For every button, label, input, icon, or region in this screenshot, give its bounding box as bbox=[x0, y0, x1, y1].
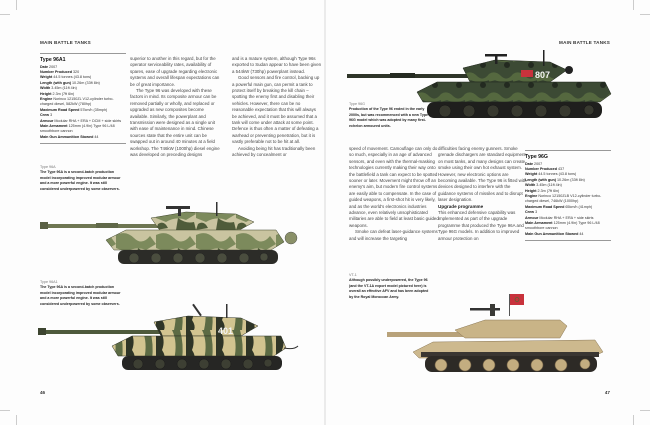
tank-illustration-vt-1 bbox=[385, 290, 635, 380]
spec-row: Length (with gun) 10.26m (33ft 8in) bbox=[525, 177, 585, 182]
spec-row: Main Gun Ammunition Stowed 44 bbox=[525, 231, 584, 236]
spec-row: Main Armament 125mm (4.9in) Type 96 L/48 smoothbore cannon bbox=[40, 123, 115, 134]
spec-row: Weight 44.5 tonnes (43.8 tons) bbox=[40, 75, 92, 80]
caption-label: VT-1 bbox=[349, 273, 357, 277]
caption-label: Type 96A1 bbox=[40, 280, 58, 284]
caption-label: Type 96A bbox=[40, 165, 56, 169]
page-number-left: 46 bbox=[40, 390, 46, 395]
spec-row: Width 3.45m (11ft 4in) bbox=[40, 86, 77, 91]
tank-illustration-type-96a1 bbox=[36, 300, 311, 380]
spec-row: Maximum Road Speed 57km/h (35mph) bbox=[40, 107, 108, 112]
caption-type-96g bbox=[349, 102, 433, 129]
spec-title: Type 96G bbox=[525, 154, 548, 160]
crop-mark bbox=[0, 14, 10, 15]
spec-title: Type 96A1 bbox=[40, 57, 66, 63]
body-column-1 bbox=[130, 56, 220, 159]
spec-row: Main Armament 125mm (4.9in) Type 96 L/48 smoothbore cannon bbox=[525, 220, 600, 231]
paragraph: and is a mature system, although Type 96s exported to Sudan appear to have been given a 544kW (730hp) powerplant instead. bbox=[232, 56, 322, 74]
caption-text: Production of the Type 96 ended in the early 2000s, but was recommenced with a new Type 96G model which was adopted by many first-echelon armoured units. bbox=[349, 107, 429, 128]
running-head-left: MAIN BATTLE TANKS bbox=[40, 40, 91, 45]
red-insignia bbox=[521, 70, 533, 77]
paragraph: superior to another in this regard, but for the operator serviceability rates, availability of spares, ease of upgrade regarding electronic systems and overall lifespan expectations can be of great importance. bbox=[130, 56, 220, 87]
spec-row: Height 2.3m (7ft 6in) bbox=[525, 188, 560, 193]
crop-mark bbox=[633, 0, 634, 10]
crop-mark bbox=[0, 410, 10, 411]
spec-row: Number Produced 437 bbox=[525, 166, 565, 171]
running-head-right: MAIN BATTLE TANKS bbox=[559, 40, 610, 45]
paragraph: The Type 96 was developed with these factors in mind. Its composite armour can be removed partially or wholly, and replaced or upgraded as new composites become available. Similarly, the powerplant and transmission were designed as a single unit with ease of maintenance in mind. Chinese sources state that the entire unit can be swapped out in around 40 minutes at a field workshop. The T46kW (1000hp) diesel engine was developed on preceding designs bbox=[130, 88, 220, 158]
spec-row: Width 3.45m (11ft 4in) bbox=[525, 183, 562, 188]
body-column-2 bbox=[232, 56, 322, 159]
paragraph: difficulties facing enemy gunners. Smoke grenade dischargers are standard equipment on most tanks, and many designs can create smoke using their own hot exhaust system. However, new electronic options are becoming available. The Type 96 is fitted with devices designed to interfere with the guidance systems of missiles and to disrupt laser designation. bbox=[438, 146, 527, 203]
crop-mark bbox=[640, 410, 650, 411]
spec-row: Maximum Road Speed 65km/h (41mph) bbox=[525, 204, 593, 209]
spec-row: Date 2007 bbox=[40, 64, 58, 69]
crop-mark bbox=[16, 0, 17, 10]
spec-row: Engine Norinco 12150ZL V12-cylinder turbo-charged diesel, 582kW (780hp) bbox=[40, 96, 114, 107]
crop-mark bbox=[633, 415, 634, 425]
spec-box-type-96g bbox=[525, 150, 611, 241]
paragraph: Good sensors and fire control, backing up a powerful main gun, can permit a tank to protect itself by breaking the kill chain – spotting the enemy first and disabling their vehicles. However, there can be no reasonable expectation that this will always be achieved, and it must be assumed that a tank will come under attack at some point. Defence is thus often a matter of defeating a warhead or preventing penetration, but it is vastly preferable not to be hit at all. bbox=[232, 75, 320, 145]
spec-row: Armour Modular RHA + ERA + side skirts bbox=[525, 215, 594, 220]
paragraph: This enhanced defensive capability was implemented as part of the upgrade programme that produced the Type 96A and Type 96G models. In addition to improved armour protection on bbox=[438, 210, 524, 241]
page-gutter bbox=[324, 0, 326, 425]
caption-label: Type 96G bbox=[349, 102, 365, 106]
body-column-4 bbox=[438, 146, 528, 242]
spec-row: Engine Norinco 12150ZLB V12-cylinder turbo-charged diesel, 746kW (1000hp) bbox=[525, 193, 602, 204]
spec-row: Weight 44.5 tonnes (43.8 tons) bbox=[525, 172, 577, 177]
crop-mark bbox=[16, 415, 17, 425]
tank-illustration-type-96a bbox=[36, 200, 306, 275]
caption-text: The Type 96A is a second-batch production model incorporating improved modular armour and a more powerful engine. It was still considered underpowered by some observers. bbox=[40, 285, 121, 306]
spec-row: Main Gun Ammunition Stowed 44 bbox=[40, 134, 99, 139]
subheading-upgrade-programme: Upgrade programme bbox=[438, 203, 484, 209]
moroccan-flag bbox=[510, 294, 524, 305]
spec-row: Height 2.3m (7ft 6in) bbox=[40, 91, 75, 96]
body-column-3 bbox=[349, 146, 439, 242]
spec-row: Number Produced 320 bbox=[40, 69, 80, 74]
caption-text: Although possibly underpowered, the Type 96 (and the VT-1A export model pictured here) is overall an effective AFV and has been adopted by the Royal Moroccan Army. bbox=[349, 278, 429, 299]
caption-type-96a bbox=[40, 165, 124, 192]
spec-box-type-96a1 bbox=[40, 53, 126, 144]
spec-row: Date 2007 bbox=[525, 161, 543, 166]
crop-mark bbox=[640, 14, 650, 15]
hull-number: 807 bbox=[535, 70, 551, 80]
spec-row: Length (with gun) 10.26m (33ft 8in) bbox=[40, 80, 100, 85]
spec-row: Crew 3 bbox=[525, 210, 538, 215]
caption-text: The Type 96A is a second-batch production model incorporating improved modular armour and a more powerful engine. It was still considered underpowered by some observers. bbox=[40, 170, 121, 191]
hull-number: 401 bbox=[218, 326, 234, 336]
paragraph: Avoiding being hit has traditionally been achieved by concealment or bbox=[232, 145, 316, 158]
spec-row: Crew 3 bbox=[40, 113, 53, 118]
paragraph: Smoke can defeat laser-guidance systems and will increase the targeting bbox=[349, 229, 438, 241]
paragraph: speed of movement. Camouflage can only do so much, especially in an age of advanced sensors, and even with the thermal-masking technologies currently making their way onto the battlefield a tank can expect to be spotted sooner or later. Movement might throw off an enemy's aim, but modern fire control systems are easily able to compensate. In the case of guided weapons, a first-shot hit is very likely, and as the world's electronics industries advance, even relatively unsophisticated militaries are able to field at least basic guided weapons. bbox=[349, 146, 439, 228]
spec-row: Armour Modular RHA + ERA + DCM + side skirts bbox=[40, 118, 122, 123]
page-number-right: 47 bbox=[604, 390, 610, 395]
